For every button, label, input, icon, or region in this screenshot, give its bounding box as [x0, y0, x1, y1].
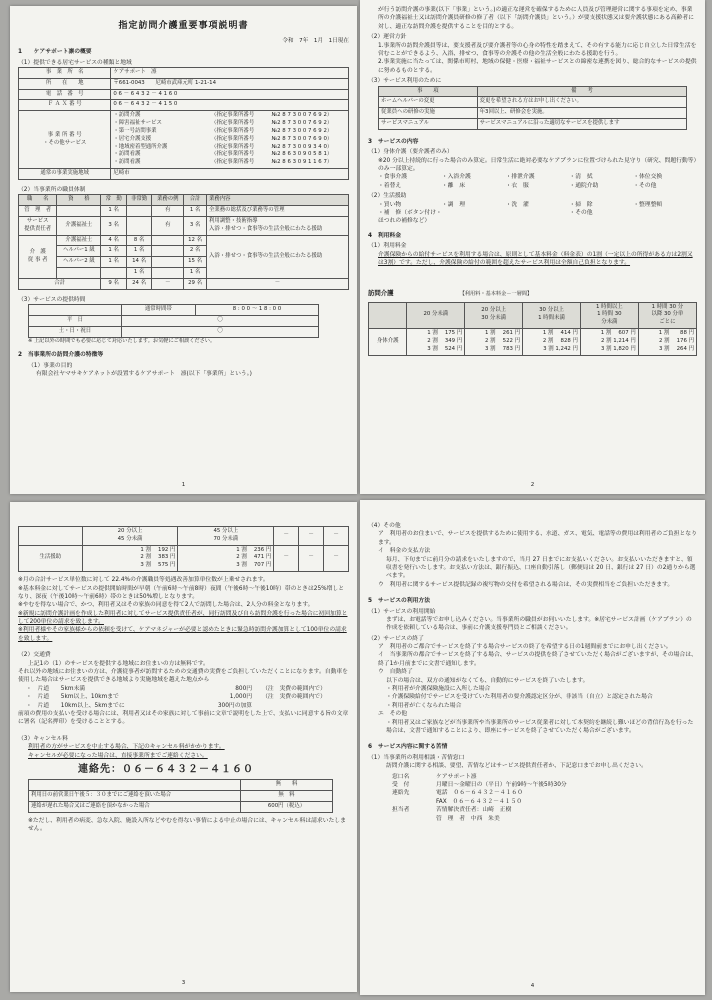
staff-cell: 業務の例: [152, 195, 184, 206]
svc-number: №2 8 7 3 0 0 7 6 9 2）: [271, 127, 333, 134]
fee2-head: 20 分以上 45 分未満: [82, 527, 178, 546]
svc-type: （指定事業所番号: [211, 143, 255, 150]
fee2-value: 1 割 192 円: [140, 546, 176, 553]
fee-value: 1 割 88 円: [658, 330, 694, 337]
fee-value: 2 割 828 円: [542, 337, 578, 344]
subsection-heading: （1）サービスの利用開始: [368, 608, 436, 615]
staff-cell: 合計: [184, 195, 207, 206]
staff-cell: 1 名: [101, 257, 126, 268]
document-page-3: [10, 502, 357, 992]
staff-cell: 1 名: [101, 206, 126, 217]
service-item: ・離 床: [441, 182, 465, 189]
hours-mark: 〇: [121, 326, 318, 337]
window-value: ケアサポート凛: [436, 773, 477, 780]
fee-title: 訪問介護: [368, 289, 394, 298]
staff-cell: [126, 216, 151, 235]
window-row: [392, 781, 697, 789]
staff-cell: 9 名: [101, 278, 126, 289]
staff-cell: 管 理 者: [19, 206, 57, 217]
trans-text-1: 上記1の（1）のサービスを提供する地域にお住まいの方は無料です。: [28, 660, 209, 667]
document-page-2: [360, 0, 705, 494]
office-row: [19, 78, 349, 89]
auto-end-item: ・利用者が亡くなられた場合: [386, 702, 462, 709]
document-title: 指定訪問介護重要事項説明書: [118, 21, 249, 31]
end-c-text: 以下の場合は、双方の通知がなくても、自動的にサービスを終了いたします。: [386, 677, 589, 684]
use-row: [379, 97, 687, 108]
staff-cell: 3 名: [184, 216, 207, 235]
staff-cell: 14 名: [126, 257, 151, 268]
service-item: ・通院介助: [569, 182, 599, 189]
fee-value: 2 割 176 円: [658, 337, 694, 344]
svc-name: ・居宅介護支援: [113, 135, 152, 142]
fee-value: 3 割 524 円: [427, 345, 463, 352]
contact-phone: 連絡先：０６－６４３２－４１６０: [78, 763, 254, 775]
window-key: 窓口名: [392, 773, 410, 780]
window-row: [392, 798, 697, 806]
window-value: 管 理 者 中西 朱美: [436, 815, 500, 822]
service-item: [442, 209, 506, 226]
svc-type: （指定事業所番号: [211, 120, 255, 127]
svc-name: ・障害福祉サービス: [113, 120, 162, 127]
page-number: 3: [181, 980, 186, 986]
staff-cell: ヘルパー2 級: [57, 257, 101, 268]
cancel-note: ※ただし、利用者の病変、急な入院、施設入所などやむを得ない事情による中止の場合には、キャンセル料は請求いたしません。: [28, 817, 346, 833]
hours-head-value: 8 : 0 0 ～ 1 8 : 0 0: [195, 305, 319, 316]
staff-cell: 3 名: [101, 216, 126, 235]
cancel-table: [28, 779, 333, 812]
care-items: [368, 173, 697, 190]
staff-cell: [101, 268, 126, 279]
window-key: [392, 798, 436, 806]
staff-cell: 資 格: [57, 195, 101, 206]
cancel-row: [29, 802, 333, 813]
staff-cell: 29 名: [184, 278, 207, 289]
staff-cell: ヘルパー1 級: [57, 246, 101, 257]
document-date: 令和 7年 1月 1日現在: [282, 38, 349, 45]
window-key: 担当者: [392, 807, 410, 814]
section-heading: 3 サービスの内容: [368, 138, 419, 145]
staff-cell: [57, 268, 101, 279]
fee2-cell: －: [274, 545, 299, 571]
fee2-row-label: 生活援助: [19, 545, 83, 571]
svc-row: [113, 128, 346, 136]
document-page-4: [360, 500, 705, 995]
cancel-fee: 600円（税込）: [241, 802, 332, 813]
end-d-text: ・利用者又はご家族などが当事業所や当事業所のサービス従業者に対して本契約を継続し難いほどの背信行為を行った場合は、文書で通知することにより、即座にサービスを終了させていただく場合がございます。: [386, 719, 694, 734]
purpose-text: 有限会社ヤマサキケアネットが設置するケアサポート 凛(以下「事業所」という。): [36, 370, 252, 377]
fee-head: 20 分未満: [407, 302, 465, 328]
svc-type: （指定事業所番号: [211, 135, 255, 142]
staff-cell: 職 名: [19, 195, 57, 206]
document-page-1: [10, 6, 357, 494]
svc-row: [113, 159, 346, 167]
fee-head: 30 分以上 1 時間未満: [523, 302, 581, 328]
hours-mark: 〇: [121, 315, 318, 326]
window-value: 苦情解決責任者：山崎 正樹: [436, 807, 512, 814]
svc-type: （指定事業所番号: [211, 151, 255, 158]
use-key: サービスマニュアル: [379, 119, 478, 130]
staff-cell: [152, 246, 184, 257]
trans-rows: [18, 685, 349, 710]
staff-table: [18, 194, 349, 289]
staff-cell: 1 名: [184, 206, 207, 217]
cancel-head: 無 料: [241, 780, 332, 791]
fee-notes: [18, 576, 349, 643]
office-row: [19, 89, 349, 100]
svc-row: [113, 120, 346, 128]
trans-fee: 1,000円: [229, 694, 253, 701]
staff-cell: 2 名: [184, 246, 207, 257]
staff-cell: 1 名: [126, 268, 151, 279]
window-key: 連絡先: [392, 790, 410, 797]
life-items: [368, 201, 697, 226]
staff-cell: [152, 235, 184, 246]
service-item: ・補 修（ボタン付け・ほつれの補修など）: [378, 209, 442, 225]
svc-list: [111, 111, 349, 169]
service-item: ・入浴介護: [441, 174, 471, 181]
staff-cell: 1 名: [184, 268, 207, 279]
svc-number: №2 8 6 3 0 9 1 1 6 7）: [271, 159, 333, 166]
staff-cell: 全業務の総括及び業務等の管理: [207, 206, 349, 217]
fee2-head: －: [274, 527, 299, 546]
staff-cell: [57, 206, 101, 217]
svc-number: №2 8 7 3 0 0 7 6 9 2）: [271, 112, 333, 119]
subsection-heading: （1）身体介護（要介護者のみ）: [368, 149, 453, 156]
svc-number: №2 8 6 3 0 9 0 5 8 1）: [271, 151, 333, 158]
fee-value: 3 割 1,820 円: [600, 345, 636, 352]
fee-value: 3 割 1,242 円: [543, 345, 578, 352]
fee-value: 1 割 414 円: [542, 330, 578, 337]
policy-2: 2.事業実施に当たっては、関係市町村、地域の保健・医療・福祉サービスとの綿密な連携を図り、総合的なサービスの提供に努めるものとする。: [378, 59, 697, 74]
policy-1: 1.事業所の訪問介護員等は、要支援者及び要介護者等の心身の特性を踏まえて、その有する能力に応じ自立した日常生活を営むことができるよう、入浴、排せつ、食事等の介護その他の生活全般にわたる援助を行う。: [378, 42, 697, 57]
subsection-heading: （1）利用料金: [368, 243, 407, 250]
cancel-condition: 利用日の前営業日午後５：３０までにご連絡を頂いた場合: [29, 791, 241, 802]
service-item: ・調 理: [441, 201, 465, 208]
fee-table: [368, 302, 697, 356]
section-heading: 6 サービス内容に関する苦情: [368, 744, 448, 751]
office-key: 電 話 番 号: [19, 89, 111, 100]
other-i-head: イ 料金の支払方法: [378, 548, 431, 555]
trans-row: [18, 702, 349, 710]
subsection-heading: （2）当事業所の職員体制: [18, 186, 86, 193]
subsection-heading: （3）サービス利用のために: [368, 78, 442, 85]
service-item: ・衣 服: [505, 182, 529, 189]
fee-note: ※新規に訪問介護計画を作成した利用者に対してサービス提供責任者が、同行訪問及び自ら訪問介護を行った場合に初回加算として200単位の請求を致します。: [18, 610, 348, 626]
staff-cell: 4 名: [101, 235, 126, 246]
svc-number: №2 8 7 3 0 0 7 6 9 2）: [271, 120, 333, 127]
section-heading: 2 当事業所の訪問介護の特徴等: [18, 352, 104, 359]
use-row: [379, 119, 687, 130]
fee2-value: 1 割 236 円: [236, 546, 272, 553]
window-key: [392, 815, 436, 823]
staff-cell: [126, 206, 151, 217]
svc-type: （指定事業所番号: [211, 159, 255, 166]
svc-name: ・第一号訪問事業: [113, 127, 157, 134]
subsection-heading: （3）サービスの提供時間: [18, 296, 86, 303]
hours-head: 通常時間帯: [121, 305, 195, 316]
other-i-text: 毎月、下旬までに前月分の請求をいたしますので、当月 27 日までにお支払いください。お支払いいただきますと、領収書を発行いたします。お支払い方法は、銀行振込、口座自動引落し（郵便局は 20 日、銀行は 27 日）の2通りから選べます。: [386, 556, 696, 580]
service-item: ・その他: [569, 209, 593, 216]
window-row: [392, 789, 697, 797]
fee-subtitle: 【利用料・基本料金－一層間】: [459, 291, 533, 298]
svc-row: [113, 136, 346, 144]
service-item: [506, 209, 570, 226]
svc-number: №2 8 7 3 0 0 9 3 4 0）: [271, 143, 333, 150]
subsection-heading: （1）当事業所の利用相談・苦情窓口: [368, 754, 465, 761]
hours-note: ※ 上記以外の時間でも必要に応じて対応いたします。お気軽にご相談ください。: [28, 337, 216, 344]
service-item: ・整理整頓: [633, 201, 663, 208]
auto-items: [368, 685, 697, 710]
service-item: ・その他: [633, 182, 657, 189]
page-number: 1: [181, 482, 186, 488]
staff-cell: 有: [152, 206, 184, 217]
cancel-text-2: キャンセルが必要になった場合は、直接事業所までご連絡ください。: [28, 752, 208, 759]
office-key: 事 業 所 名: [19, 67, 111, 78]
hours-day: 土・日・祝日: [29, 326, 122, 337]
end-a: ア 利用者のご都合でサービスを終了する場合サービスの終了を希望する日の1週間前までにお申し出ください。: [378, 644, 672, 651]
subsection-heading: （2）サービスの終了: [368, 635, 424, 642]
section-heading: 5 サービスの利用方法: [368, 598, 431, 605]
fee2-cell: －: [299, 545, 324, 571]
section-heading: 1 ケアサポート凛の概要: [18, 49, 92, 56]
fee2-cell: －: [324, 545, 349, 571]
trans-row: [18, 693, 349, 701]
trans-note: [252, 702, 262, 710]
fee-note: ※基本料金に対してサービスの提供開始時間が早朝（午前6時～午前8時）夜間（午後6時～午後10時）帯のときは25%増しとなり、深夜（午後10時～午前6時）帯のときは50%増しとなります。: [18, 585, 345, 600]
office-row: [19, 100, 349, 111]
trans-dist: ・ 片道 10km以上、5kmまでに: [26, 702, 125, 709]
fee-cell: [465, 329, 523, 355]
staff-cell: 介護福祉士: [57, 235, 101, 246]
fee-note: ※やむを得ない場合で、かつ、利用者又はその家族の同意を得て2人で訪問した場合は、2人分の料金となります。: [18, 602, 314, 609]
window-row: [392, 806, 697, 814]
window-value: FAX ０６－６４３２－４１５０: [436, 798, 523, 805]
window-key: 受 付: [392, 781, 410, 788]
service-item: ・着替え: [378, 182, 402, 189]
cancel-fee: 無 料: [241, 791, 332, 802]
trans-dist: ・ 片道 5km以上、10kmまで: [26, 694, 119, 701]
fee2-head: 45 分以上 70 分未満: [178, 527, 274, 546]
end-c: ウ 自動終了: [378, 669, 413, 676]
auto-end-item: ・介護保険給付でサービスを受けていた利用者の要介護認定区分が、非該当（自立）と認定された場合: [386, 694, 653, 701]
page-number: 2: [530, 482, 535, 488]
office-row: [19, 67, 349, 78]
cancel-row: [29, 791, 333, 802]
start-text: まずは、お電話等でお申し込みください。当事業所の職員がお伺いいたします。※居宅サービス計画（ケアプラン）の作成を依頼している場合は、事前に介護支援専門員とご相談ください。: [386, 616, 692, 632]
other-u: ウ 利用者に関するサービス提供記録の複写物の交付を希望される場合は、その実費相当をご負担いただきます。: [378, 581, 674, 588]
cancel-condition: 連絡が遅れた場合又はご連絡を頂かなかった場合: [29, 802, 241, 813]
use-row: [379, 108, 687, 119]
trans-dist: ・ 片道 5km未満: [26, 685, 86, 692]
cancel-head: [29, 780, 241, 791]
subsection-heading: （1）提供できる居宅サービスの種類と地域: [18, 59, 132, 66]
fee-cell: [407, 329, 465, 355]
staff-cw-label: 介 護 従 事 者: [19, 235, 57, 278]
end-b: イ 当事業所の都合でサービスを終了する場合、サービスの提供を終了させていただく場合がございますが、その場合は、終了1か月前までに文書で通知します。: [378, 652, 697, 667]
office-value: 0 6 － 6 4 3 2 － 4 1 5 0: [111, 100, 349, 111]
subsection-heading: （3）キャンセル料: [18, 735, 69, 742]
fee-head: [369, 302, 407, 328]
staff-cw-duty: 入浴・排せつ・食事等の生活全般にわたる援助: [207, 235, 349, 278]
staff-cell: －: [207, 278, 349, 289]
service-item: ・食事介護: [378, 174, 407, 181]
fee2-value: 2 割 383 円: [140, 554, 176, 561]
trans-row: [18, 685, 349, 693]
window-value: 電話 ０６－６４３２－４１６０: [436, 790, 523, 797]
fee-note: ※利用者様やその家族様からの依頼を受けて、ケアマネジャーが必要と認めたときに緊急時訪問介護加算として100単位の請求を致します。: [18, 627, 347, 642]
section-heading: 4 利用料金: [368, 232, 402, 239]
area-value: 尼崎市: [111, 169, 349, 180]
use-table: [378, 86, 687, 130]
staff-cell: 非常勤: [126, 195, 151, 206]
service-item: ・排泄介護: [505, 174, 535, 181]
cancel-text-1: 利用者の方がサービスを中止する場合、下記のキャンセル料がかかります。: [28, 744, 225, 751]
service-item: ・体位交換: [633, 174, 663, 181]
use-value: 年3回以上、研修会を実施。: [477, 108, 687, 119]
fee-head: 20 分以上 30 分未満: [465, 302, 523, 328]
window-value: 月曜日～金曜日の（平日）午前9時～午後5時30分: [436, 781, 567, 788]
fee-value: 2 割 1,214 円: [600, 337, 636, 344]
service-item: ・洗 濯: [505, 201, 529, 208]
trans-note: （注 実費の範囲内で）: [262, 694, 326, 701]
hours-day: 平 日: [29, 315, 122, 326]
svc-name: ・地域密着型通所介護: [113, 143, 168, 150]
svc-row: [113, 112, 346, 120]
area-label: 通常の事業実施地域: [19, 169, 111, 180]
fee-cell: [523, 329, 581, 355]
hours-blank: [29, 305, 122, 316]
use-head: 備 考: [477, 86, 687, 97]
subsection-heading: （1）事業の目的: [28, 362, 73, 369]
staff-cell: 1 名: [101, 246, 126, 257]
fee-value: 3 割 783 円: [485, 345, 521, 352]
auto-end-item: ・利用者が介護保険施設に入所した場合: [386, 686, 491, 693]
office-key: Ｆ Ａ Ｘ 番 号: [19, 100, 111, 111]
trans-note: （注 実費の範囲内で）: [262, 685, 326, 692]
fee-value: 3 割 264 円: [658, 345, 694, 352]
office-value: 0 6 － 6 4 3 2 － 4 1 6 0: [111, 89, 349, 100]
fee-head: 1 時間 30 分 以降 30 分単 ごとに: [638, 302, 696, 328]
fee-row-label: 身体介護: [369, 329, 407, 355]
intro-text: が行う訪問介護の事業(以下「事業」という。)の適正な運営を確保するために人員及び管理運営に関する事項を定め、事業所の介護福祉士又は訪問介護員研修の修了者（以下「訪問介護員」という。）が要支援状態又は要介護状態にある高齢者に対し、適正な訪問介護を提供することを目的とする。: [378, 7, 694, 30]
fee2-cell: [82, 545, 178, 571]
staff-total-label: 合計: [19, 278, 101, 289]
service-item: ・清 拭: [569, 174, 593, 181]
fee2-table: [18, 526, 349, 572]
end-d: エ その他: [378, 711, 407, 718]
fee2-value: 2 割 471 円: [236, 554, 272, 561]
fee-value: 1 割 607 円: [600, 330, 636, 337]
complaint-window: [392, 773, 697, 823]
staff-cell: 利用調整・技術指導 入浴・排せつ・食事等の生活全般にわたる援助: [207, 216, 349, 235]
staff-cell: サービス 提供責任者: [19, 216, 57, 235]
fee2-head: [19, 527, 83, 546]
office-value: ケアサポート 凛: [111, 67, 349, 78]
complaint-text: 訪問介護に関する相談、要望、苦情などはサービス提供責任者か、下記窓口までお申し出ください。: [386, 763, 647, 770]
subsection-heading: （2）運営方針: [368, 34, 407, 41]
svc-number: №2 8 7 3 0 0 7 6 9 0）: [271, 135, 333, 142]
svc-type: （指定事業所番号: [211, 127, 255, 134]
service-item: [633, 209, 697, 226]
window-row: [392, 815, 697, 823]
staff-cell: 有: [152, 216, 184, 235]
hours-table: [28, 304, 319, 337]
staff-cell: 24 名: [126, 278, 151, 289]
other-a: ア 利用者のお住まいで、サービスを提供するために使用する、水道、ガス、電気、電話等の費用は利用者のご負担となります。: [378, 531, 697, 546]
use-key: ホームヘルパーの変更: [379, 97, 478, 108]
page-number: 4: [530, 983, 535, 989]
staff-cell: 12 名: [184, 235, 207, 246]
staff-cell: 業務内容: [207, 195, 349, 206]
fee2-head: －: [324, 527, 349, 546]
staff-cell: －: [152, 278, 184, 289]
fee-cell: [638, 329, 696, 355]
fee-text: 介護保険からの給付サービスを利用する場合は、原則として基本料金（料金表）の1割（一定以上の所得がある方は2割又は3割）です。ただし、介護保険の給付の範囲を超えたサービス利用は全額自己負担となります。: [378, 251, 693, 266]
staff-cell: [152, 268, 184, 279]
service-item: ・掃 除: [569, 201, 593, 208]
service-item: ・買い物: [378, 201, 402, 208]
staff-cell: 1 名: [126, 246, 151, 257]
fee2-head: －: [299, 527, 324, 546]
svc-type: （指定事業所番号: [211, 112, 255, 119]
office-value: 〒661-0043 尼崎市武庫元町 1-21-14: [111, 78, 349, 89]
trans-fee: 300円の加算: [217, 702, 253, 709]
fee2-cell: [178, 545, 274, 571]
staff-cell: 介護福祉士: [57, 216, 101, 235]
fee-head: 1 時間以上 1 時間 30 分未満: [580, 302, 638, 328]
svc-label: 事 業 所 番 号 ・その他サービス: [19, 111, 111, 169]
use-head: 事 項: [379, 86, 478, 97]
fee-value: 2 割 349 円: [427, 337, 463, 344]
svc-name: ・訪問看護: [113, 151, 141, 158]
fee-note: ※月の合計サービス単位数に対して 22.4%の介護職員等処遇改善加算単位数が上乗せされます。: [18, 577, 269, 584]
staff-cell: 15 名: [184, 257, 207, 268]
fee-value: 2 割 522 円: [485, 337, 521, 344]
staff-cell: 8 名: [126, 235, 151, 246]
fee2-value: 3 割 575 円: [140, 562, 176, 569]
use-key: 従業員への研修の実施: [379, 108, 478, 119]
fee-value: 1 割 175 円: [427, 330, 463, 337]
svc-name: ・訪問看護: [113, 159, 141, 166]
fee-value: 1 割 261 円: [485, 330, 521, 337]
subsection-heading: （4）その他: [368, 523, 401, 529]
office-key: 所 在 地: [19, 78, 111, 89]
subsection-heading: （2）交通費: [18, 652, 51, 659]
fee-cell: [580, 329, 638, 355]
care-note: ※20 分以上持続的に行った場合のみ算定。日常生活に絶対必要なケアプランに位置づけられた見守り（研究、問題行動等）のみ一部算定。: [378, 157, 697, 172]
use-value: サービスマニュアルに沿った適切なサービスを提供します: [477, 119, 687, 130]
window-row: [392, 773, 697, 781]
subsection-heading: （2）生活援助: [368, 193, 407, 200]
trans-fee: 800円: [235, 685, 253, 692]
trans-text-3: 前項の費用の支払いを受ける場合には、利用者又はその家族に対して事前に文章で説明をした上で、支払いに同意する旨の文章に署名（記名押印）を受けることとする。: [18, 711, 349, 726]
svc-name: ・訪問介護: [113, 112, 141, 119]
staff-cell: [152, 257, 184, 268]
staff-cell: 常 勤: [101, 195, 126, 206]
use-value: 変更を希望される方はお申し出ください。: [477, 97, 687, 108]
fee2-value: 3 割 707 円: [236, 562, 272, 569]
office-info-table: [18, 67, 349, 180]
trans-text-2: それ以外の地域にお住まいの方は、介護従事者が訪問するための交通費の実費をご負担していただくことになります。自動車を使用した場合はサービスを提供できる地域より実施地域を越えた地点から: [18, 669, 348, 684]
